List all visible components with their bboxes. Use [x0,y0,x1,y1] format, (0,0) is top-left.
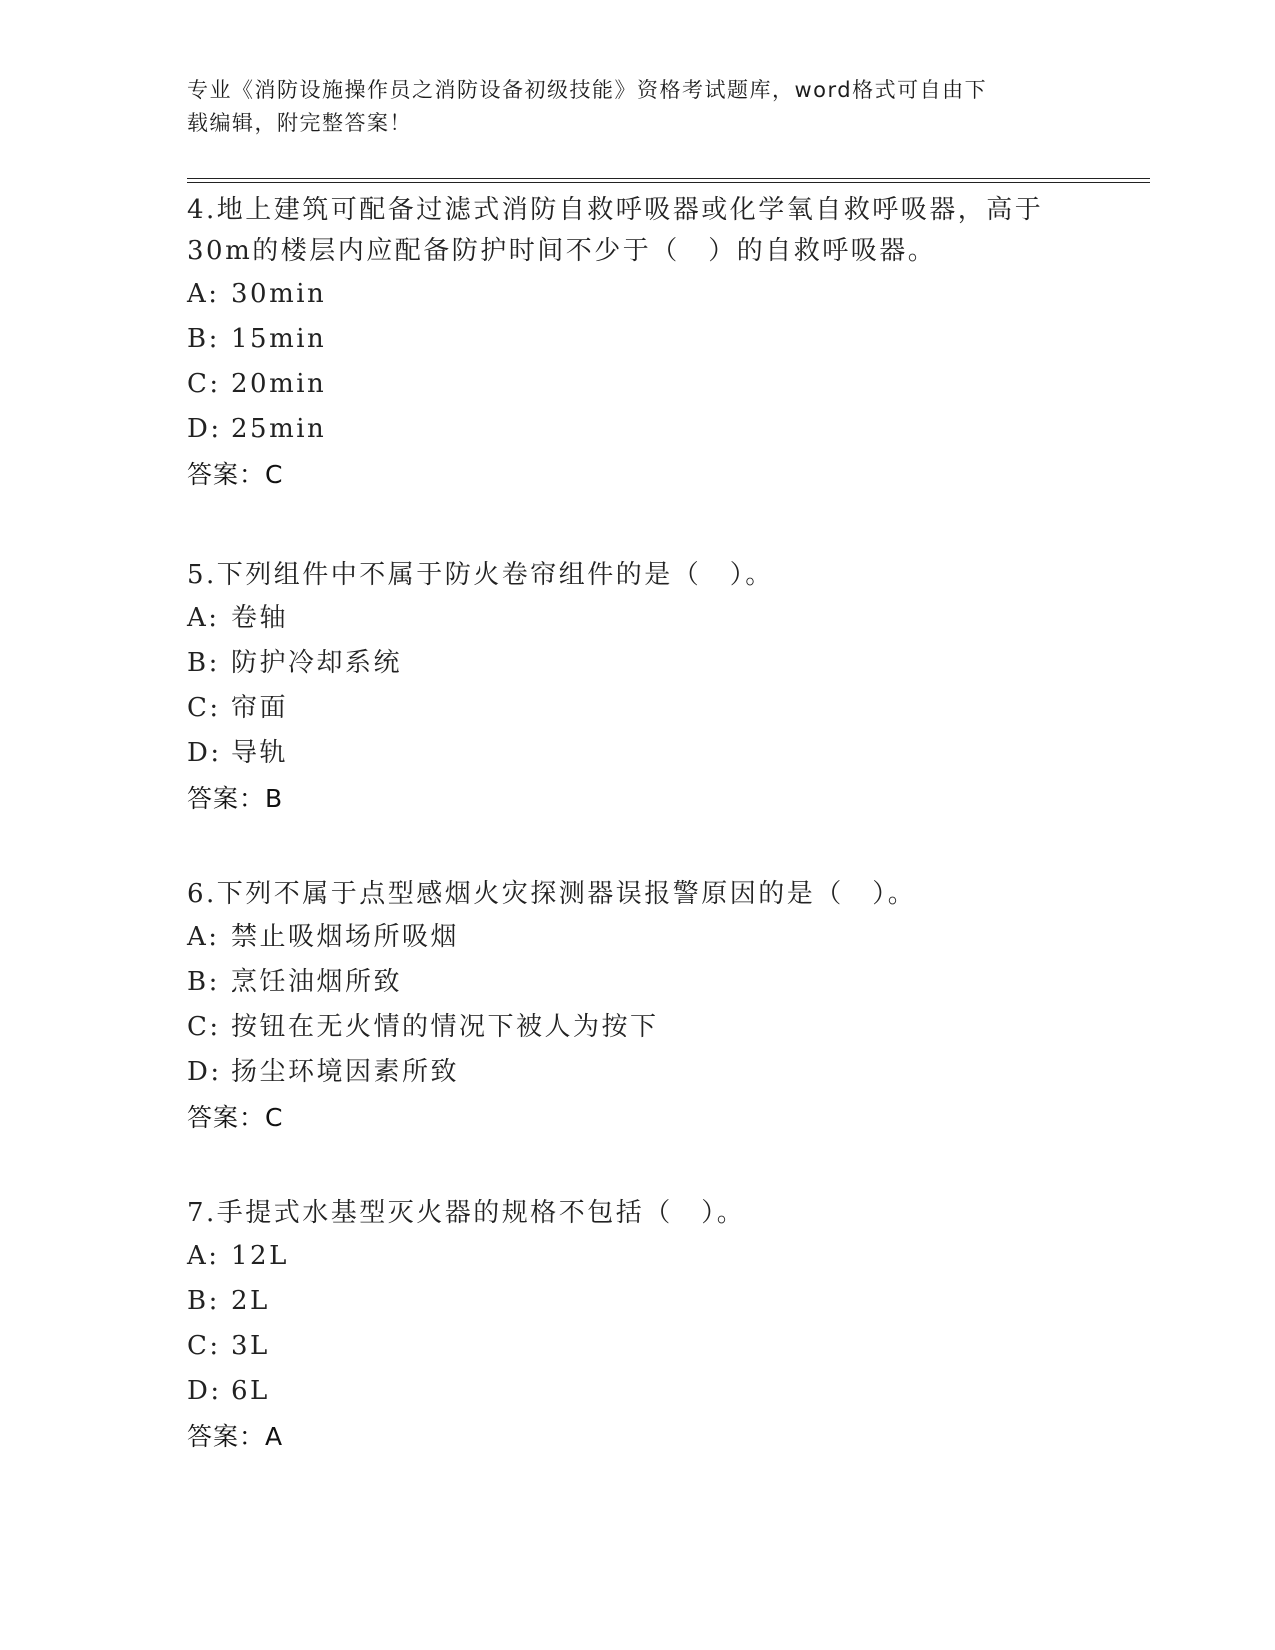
option-d [187,1050,1087,1095]
option-key: C: [187,369,221,399]
option-key: D: [187,1376,222,1406]
option-text: 2L [231,1286,270,1316]
option-text: 12L [231,1241,289,1271]
answer-value: C [265,460,284,489]
question-5 [187,555,1087,821]
option-text: 25min [231,414,327,444]
question-stem-line: 5.下列组件中不属于防火卷帘组件的是（ ）。 [187,560,774,590]
option-c [187,1005,1087,1050]
header-line-1: 专业《消防设施操作员之消防设备初级技能》资格考试题库，word格式可自由下 [187,78,988,102]
answer-label: 答案： [187,784,266,813]
answer-label: 答案： [187,460,266,489]
question-stem [187,190,1087,272]
option-b [187,1279,1087,1324]
question-stem [187,874,1087,915]
option-text: 3L [231,1331,270,1361]
answer [187,452,1087,497]
option-a [187,596,1087,641]
answer-label: 答案： [187,1422,266,1451]
answer-value: C [265,1103,284,1132]
option-text: 烹饪油烟所致 [231,967,403,997]
option-b [187,960,1087,1005]
question-stem-line: 4.地上建筑可配备过滤式消防自救呼吸器或化学氧自救呼吸器，高于 [187,195,1044,225]
option-key: C: [187,693,221,723]
question-4 [187,190,1087,497]
answer-label: 答案： [187,1103,266,1132]
option-a [187,915,1087,960]
header-divider-top [187,178,1150,179]
answer-value: A [265,1422,284,1451]
option-text: 帘面 [231,693,289,723]
option-key: C: [187,1012,221,1042]
option-text: 按钮在无火情的情况下被人为按下 [231,1012,659,1042]
option-key: B: [187,1286,220,1316]
header-line-2: 载编辑，附完整答案！ [187,111,412,135]
option-text: 导轨 [231,738,289,768]
option-text: 卷轴 [231,603,289,633]
answer [187,1414,1087,1459]
option-key: D: [187,414,222,444]
option-text: 扬尘环境因素所致 [231,1057,460,1087]
option-text: 30min [231,279,327,309]
question-stem-line: 7.手提式水基型灭火器的规格不包括（ ）。 [187,1198,746,1228]
option-text: 20min [231,369,327,399]
option-d [187,731,1087,776]
option-b [187,317,1087,362]
question-stem-line: 30m的楼层内应配备防护时间不少于（ ）的自救呼吸器。 [187,236,937,266]
answer [187,1095,1087,1140]
question-stem-line: 6.下列不属于点型感烟火灾探测器误报警原因的是（ ）。 [187,879,917,909]
answer-value: B [265,784,284,813]
option-key: A: [187,922,220,952]
option-key: B: [187,967,220,997]
option-a [187,272,1087,317]
option-d [187,1369,1087,1414]
option-b [187,641,1087,686]
option-key: C: [187,1331,221,1361]
option-key: A: [187,279,220,309]
option-c [187,686,1087,731]
option-a [187,1234,1087,1279]
option-c [187,362,1087,407]
option-key: B: [187,324,220,354]
question-7 [187,1193,1087,1459]
question-stem [187,1193,1087,1234]
option-key: D: [187,1057,222,1087]
option-key: A: [187,1241,220,1271]
document-header [187,74,1067,140]
option-key: D: [187,738,222,768]
option-d [187,407,1087,452]
question-stem [187,555,1087,596]
option-key: A: [187,603,220,633]
question-6 [187,874,1087,1140]
option-text: 防护冷却系统 [231,648,403,678]
option-text: 15min [231,324,327,354]
answer [187,776,1087,821]
option-text: 6L [231,1376,270,1406]
header-divider-bottom [187,182,1150,183]
option-text: 禁止吸烟场所吸烟 [231,922,460,952]
option-c [187,1324,1087,1369]
option-key: B: [187,648,220,678]
